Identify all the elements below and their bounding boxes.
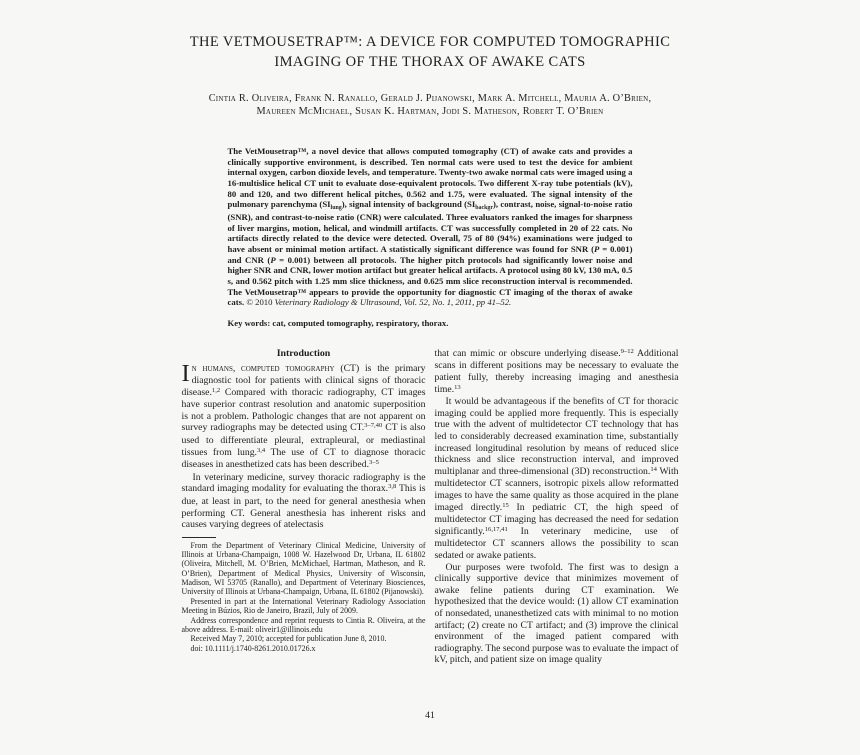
body-columns [182,348,679,666]
author-list-line-1: Cintia R. Oliveira, Frank N. Ranallo, Gerald J. Pijanowski, Mark A. Mitchell, Mauria A. O’Brien, [208,93,652,104]
author-list-line-2: Maureen McMichael, Susan K. Hartman, Jodi S. Matheson, Robert T. O’Brien [256,105,604,117]
footnote-presentation: Presented in part at the International Veterinary Radiology Association Meeting in Búzios, Rio de Janeiro, Brazil, July of 2009. [181,596,426,616]
intro-paragraph-3: It would be advantageous if the benefits of CT for thoracic imaging could be applied more frequently. This is especially true with the advent of multidetector CT technology that has led to considerably decreased examination time, substantially increased longitudinal resolution by means of reduced slice thickness and slice reconstruction interval, and improved multiplanar and three-dimensional (3D) reconstruction.$^{14}$ With multidetector CT scanners, isotropic pixels allow reformatted images to have the same quality as those acquired in the plane imaged directly.$^{15}$ In pediatric CT, the high speed of multidetector CT imaging has decreased the need for sedation significantly.$^{16,17,41}$ In veterinary medicine, use of multidetector CT scanners allows the possibility to scan sedated or awake patients. [434,396,679,561]
footnote-received: Received May 7, 2010; accepted for publication June 8, 2010. [190,634,387,644]
intro-paragraph-1 [181,360,426,471]
footnote-doi: doi: 10.1111/j.1740-8261.2010.01726.x [190,643,316,653]
footnote-affiliation: From the Department of Veterinary Clinical Medicine, University of Illinois at Urbana-Champaign, 1008 W. Hazelwood Dr, Urbana, IL 61802 (Oliveira, Mitchell, M. O’Brien, McMichael, Hartman, Matheson, and R. O’Brien), Department of Medical Physics, University of Wisconsin, Madison, WI 53705 (Ranallo), and Department of Veterinary Biosciences, University of Illinois at Urbana-Champaign, Urbana, IL 61802 (Pijanowski). [181,540,426,597]
dropcap-letter: I [181,360,190,388]
right-column [435,348,679,666]
footnote-correspondence: Address correspondence and reprint requests to Cintia R. Oliveira, at the above address. E-mail: oliveir1@illinois.edu [181,615,426,634]
footnote-block [182,537,426,653]
article-title-line-2: IMAGING OF THE THORAX OF AWAKE CATS [274,53,586,70]
keywords-line: Key words: cat, computed tomography, respiratory, thorax. [227,317,449,328]
intro-paragraph-4: Our purposes were twofold. The first was to design a clinically supportive device that minimizes movement of awake feline patients during CT examination. We hypothesized that the device would: (1) allow CT examination of nonsedated, unanesthetized cats with minimal to no motion artifact; (2) create no CT artifact; and (3) improve the clinical environment of the imaged patient compared with radiography. The second purpose was to evaluate the impact of kV, pitch, and patient size on image quality [434,561,679,666]
left-column [182,348,426,653]
abstract-text: The VetMousetrap™, a novel device that allows computed tomography (CT) of awake cats and provides a clinically supportive environment, is described. Ten normal cats were used to test the device for ambient internal oxygen, carbon dioxide levels, and temperature. Twenty-two awake normal cats were imaged using a 16-multislice helical CT unit to evaluate dose-equivalent protocols. Two different X-ray tube potentials (kV), 80 and 120, and two different helical pitches, 0.562 and 1.75, were evaluated. The signal intensity of the pulmonary parenchyma (SIlung), signal intensity of background (SIbackgr), contrast, noise, signal-to-noise ratio (SNR), and contrast-to-noise ratio (CNR) were calculated. Three evaluators ranked the images for sharpness of liver margins, motion, helical, and windmill artifacts. CT was successfully completed in 20 of 22 cats. No artifacts directly related to the device were detected. Overall, 75 of 80 (94%) examinations were judged to have absent or minimal motion artifact. A statistically significant difference was found for SNR (P = 0.001) and CNR (P = 0.001) between all protocols. The higher pitch protocols had significantly lower noise and higher SNR and CNR, lower motion artifact but greater helical artifacts. A protocol using 80 kV, 130 mA, 0.5 s, and 0.562 pitch with 1.25 mm slice thickness, and 0.625 mm slice reconstruction interval is recommended. The VetMousetrap™ appears to provide the opportunity for diagnostic CT imaging of the thorax of awake cats. © 2010 Veterinary Radiology & Ultrasound, Vol. 52, No. 1, 2011, pp 41–52. [227,146,633,308]
section-heading-introduction: Introduction [276,347,331,359]
page-content [182,33,679,666]
intro-paragraph-2-continued: that can mimic or obscure underlying disease.$^{9-12}$ Additional scans in different positions may be necessary to evaluate the patient fully, thereby increasing imaging and anesthesia time.$^{13}$ [434,347,679,395]
intro-paragraph-1-text: n humans, computed tomography (CT) is the primary diagnostic tool for patients with clinical signs of thoracic disease.$^{1,2}$ Compared with thoracic radiography, CT images have superior contrast resolution and anatomic superposition is not a problem. Pathologic changes that are not apparent on survey radiographs may be detected using CT.$^{3-7,40}$ CT is also used to differentiate pleural, extrapleural, or mediastinal tissues from lung.$^{3,4}$ The use of CT to diagnose thoracic diseases in anesthetized cats has been described.$^{3-5}$ [181,363,426,471]
intro-paragraph-2: In veterinary medicine, survey thoracic radiography is the standard imaging modality for evaluating the thorax.$^{3,8}$ This is due, at least in part, to the need for general anesthesia when performing CT. General anesthesia has inherent risks and causes varying degrees of atelectasis [181,471,426,531]
page-number: 41 [425,710,435,721]
footnote-divider [182,537,216,538]
article-title-line-1: THE VETMOUSETRAP™: A DEVICE FOR COMPUTED TOMOGRAPHIC [189,34,671,50]
article-title [182,33,679,72]
author-list [182,93,679,118]
